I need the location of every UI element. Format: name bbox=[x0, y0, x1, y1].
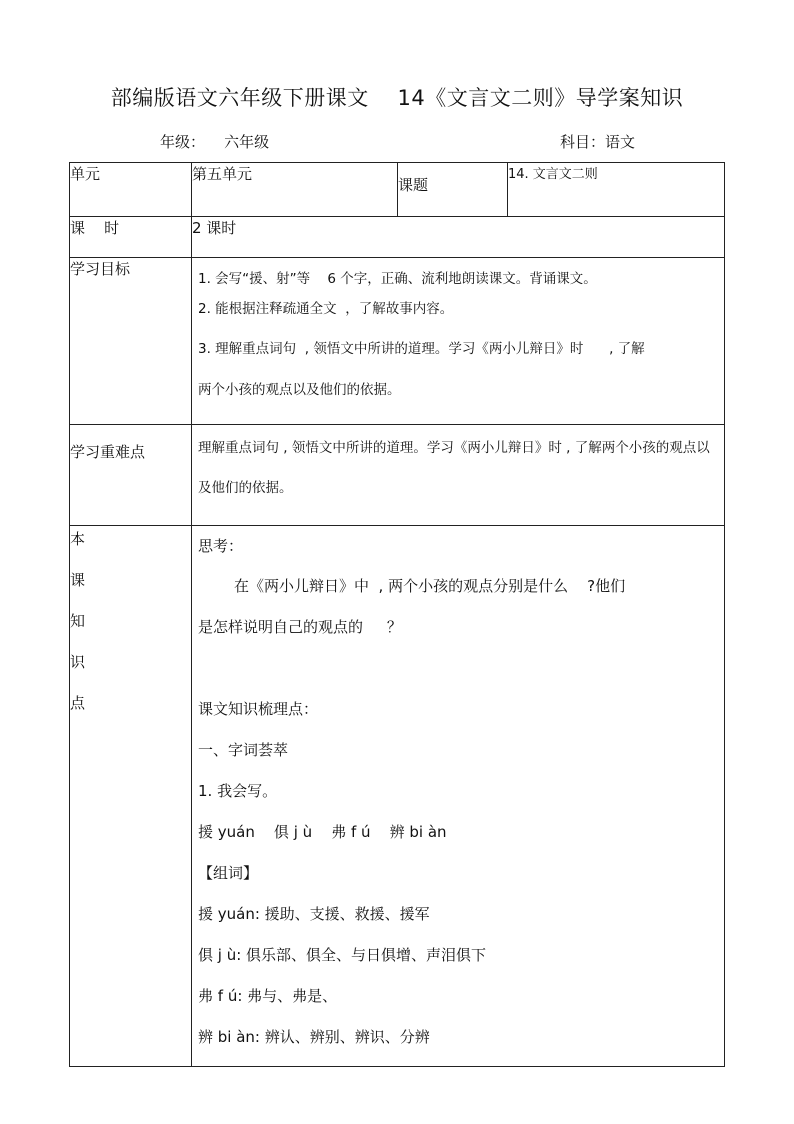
topic-value: 14. 文言文二则 bbox=[508, 163, 725, 217]
document-title: 部编版语文六年级下册课文 14《文言文二则》导学案知识 bbox=[110, 86, 684, 110]
topic-label: 课题 bbox=[398, 163, 508, 217]
subject-label: 科目：语文 bbox=[560, 133, 636, 151]
characters-line: 援 yuán 俱 j ù 弗 f ú 辨 bi àn bbox=[198, 823, 447, 841]
knowledge-label bbox=[70, 526, 192, 1067]
question-line: 在《两小儿辩日》中 , 两个小孩的观点分别是什么 ?他们 bbox=[234, 577, 626, 595]
word-group-line: 俱 j ù: 俱乐部、俱全、与日俱增、声泪俱下 bbox=[198, 946, 487, 964]
goals-label: 学习目标 bbox=[70, 258, 192, 425]
knowledge-label-char: 点 bbox=[70, 694, 86, 712]
knowledge-label-char: 课 bbox=[70, 571, 86, 589]
blank-space bbox=[198, 648, 718, 689]
hours-value: 2 课时 bbox=[192, 217, 725, 258]
question-line: 是怎样说明自己的观点的 ？ bbox=[198, 618, 402, 636]
word-group-line: 援 yuán: 援助、支援、救援、援军 bbox=[198, 905, 430, 923]
section-title: 课文知识梳理点： bbox=[198, 700, 319, 718]
goals-cell bbox=[192, 258, 725, 425]
key-points-text: 理解重点词句 , 领悟文中所讲的道理。学习《两小儿辩日》时 , 了解两个小孩的观点以及他们的依据。 bbox=[198, 440, 710, 496]
item-heading: 1. 我会写。 bbox=[198, 782, 278, 800]
table-row-goals bbox=[70, 258, 725, 425]
think-title: 思考： bbox=[198, 537, 244, 555]
unit-value: 第五单元 bbox=[192, 163, 398, 217]
table-row-unit bbox=[70, 163, 725, 217]
knowledge-label-char: 本 bbox=[70, 530, 86, 548]
hours-label: 课 时 bbox=[70, 217, 192, 258]
goal-item: 1. 会写“援、射”等 6 个字，正确、流利地朗读课文。背诵课文。 bbox=[198, 271, 597, 287]
knowledge-label-char: 知 bbox=[70, 612, 86, 630]
word-group-title: 【组词】 bbox=[198, 864, 259, 882]
table-row-knowledge bbox=[70, 526, 725, 1067]
word-group-line: 辨 bi àn: 辨认、辨别、辨识、分辨 bbox=[198, 1028, 430, 1046]
table-row-hours bbox=[70, 217, 725, 258]
goal-item: 2. 能根据注释疏通全文 ，了解故事内容。 bbox=[198, 301, 454, 317]
lesson-guide-table bbox=[69, 162, 725, 1067]
unit-label: 单元 bbox=[70, 163, 192, 217]
table-row-key-points bbox=[70, 425, 725, 526]
knowledge-label-char: 识 bbox=[70, 653, 86, 671]
goal-item: 两个小孩的观点以及他们的依据。 bbox=[198, 382, 401, 398]
grade-label: 年级： 六年级 bbox=[160, 133, 270, 151]
knowledge-cell bbox=[192, 526, 725, 1067]
word-group-line: 弗 f ú: 弗与、弗是、 bbox=[198, 987, 338, 1005]
key-points-label: 学习重难点 bbox=[70, 425, 192, 526]
part-heading: 一、字词荟萃 bbox=[198, 741, 289, 759]
key-points-cell bbox=[192, 425, 725, 526]
goal-item: 3. 理解重点词句 , 领悟文中所讲的道理。学习《两小儿辩日》时 , 了解 bbox=[198, 341, 645, 357]
